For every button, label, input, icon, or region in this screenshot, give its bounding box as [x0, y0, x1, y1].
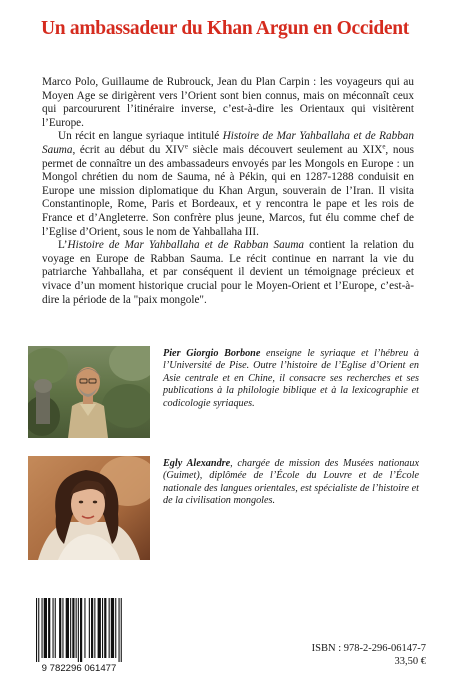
barcode-bar — [62, 598, 63, 658]
barcode-bar — [94, 598, 95, 658]
barcode-bar — [70, 598, 71, 658]
barcode-bar — [115, 598, 116, 658]
book-title: Un ambassadeur du Khan Argun en Occident — [41, 18, 409, 39]
summary-work-title: Histoire de Mar Yahballaha et de Rabban Sauma — [42, 130, 414, 156]
barcode-bar — [76, 598, 77, 658]
summary-paragraph-3-part-a: L’ — [58, 239, 68, 252]
barcode-bar — [55, 598, 56, 658]
isbn-number: ISBN : 978-2-296-06147-7 — [311, 643, 426, 654]
author-bio-text: enseigne le syriaque et l’hébreu à l’Université de Pise. Outre l’histoire de l’Eglise d’Orient en Asie centrale et en Chine, il consacre ses recherches et ses publications à la philologie biblique et à la lexicographie et codicologie syriaques. — [163, 348, 419, 409]
summary-paragraph-3-part-b: contient la relation du voyage en Europe de Rabban Sauma. Le récit continue en narrant la vie du patriarche Yahballaha, et par conséquent il devient un témoignage précieux et vivace d’un moment historique crucial pour le Moyen-Orient et l’Europe, c’est-à-dire la période de la "paix mongole". — [42, 239, 414, 306]
summary-paragraph-3 — [42, 239, 414, 307]
summary-paragraph-2-part-d: , nous permet de connaître un des ambassadeurs envoyés par les Mongols en Europe : un Mongol chrétien du nom de Sauma, né à Pékin, qui en 1287-1288 conduisit en Europe une mission diplomatique du Khan Argun, souverain de l’Iran. Il visita Constantinople, Rome, Paris et Bordeaux, et y rencontra le pape et les rois de France et d’Angleterre. Son confrère plus jeune, Marcos, fut élu comme chef de l’Eglise d’Orient, sous le nom de Yahballaha III. — [42, 143, 414, 238]
barcode-bar — [42, 598, 43, 658]
barcode-bar — [72, 598, 74, 658]
author-photo-alexandre — [28, 456, 150, 560]
barcode-bar — [80, 598, 82, 662]
barcode-bar — [91, 598, 93, 658]
author-name: Pier Giorgio Borbone — [163, 348, 261, 359]
author-bio-alexandre — [163, 458, 419, 508]
summary-paragraph-2-part-c: siècle mais découvert seulement au XIX — [187, 143, 383, 156]
century-superscript: e — [382, 142, 386, 151]
summary-paragraph-2-part-b: , écrit au début du XIV — [72, 143, 185, 156]
barcode-bar — [102, 598, 103, 658]
summary-paragraph-2 — [42, 130, 414, 239]
book-price: 33,50 € — [394, 656, 426, 667]
barcode-bar — [84, 598, 85, 658]
barcode-bar — [66, 598, 69, 658]
barcode-bar — [36, 598, 37, 662]
century-superscript: e — [184, 142, 188, 151]
barcode-bar — [121, 598, 122, 662]
barcode-bar — [53, 598, 54, 658]
barcode-bar — [48, 598, 50, 658]
barcode-bar — [38, 598, 39, 662]
barcode-digits: 9 782296 061477 — [41, 663, 117, 673]
barcode-bar — [119, 598, 120, 662]
isbn-barcode — [28, 596, 130, 673]
author-bio-borbone — [163, 348, 419, 410]
summary-paragraph-2-part-a: Un récit en langue syriaque intitulé — [58, 130, 223, 143]
barcode-bar — [104, 598, 106, 658]
back-cover-summary — [42, 76, 414, 307]
barcode-bar — [78, 598, 79, 662]
barcode-bar — [109, 598, 110, 658]
barcode-bar — [98, 598, 101, 658]
barcode-bar — [59, 598, 61, 658]
summary-paragraph-1: Marco Polo, Guillaume de Rubrouck, Jean du Plan Carpin : les voyageurs qui au Moyen Age se dirigèrent vers l’Orient sont bien connus, mais on méconnaît ceux qui parcoururent l’itinéraire inverse, c’est-à-dire les Orientaux qui visitèrent l’Europe. — [42, 76, 414, 129]
summary-work-title: Histoire de Mar Yahballaha et de Rabban Sauma — [67, 239, 304, 252]
author-photo-borbone — [28, 346, 150, 438]
author-name: Egly Alexandre — [163, 458, 231, 469]
barcode-bar — [111, 598, 114, 658]
barcode-bar — [89, 598, 90, 658]
barcode-bar — [44, 598, 47, 658]
author-bio-text: , chargée de mission des Musées nationaux (Guimet), diplômée de l’École du Louvre et de l’École nationale des langues orientales, est spécialiste de l’histoire et de la civilisation mongoles. — [163, 458, 419, 507]
